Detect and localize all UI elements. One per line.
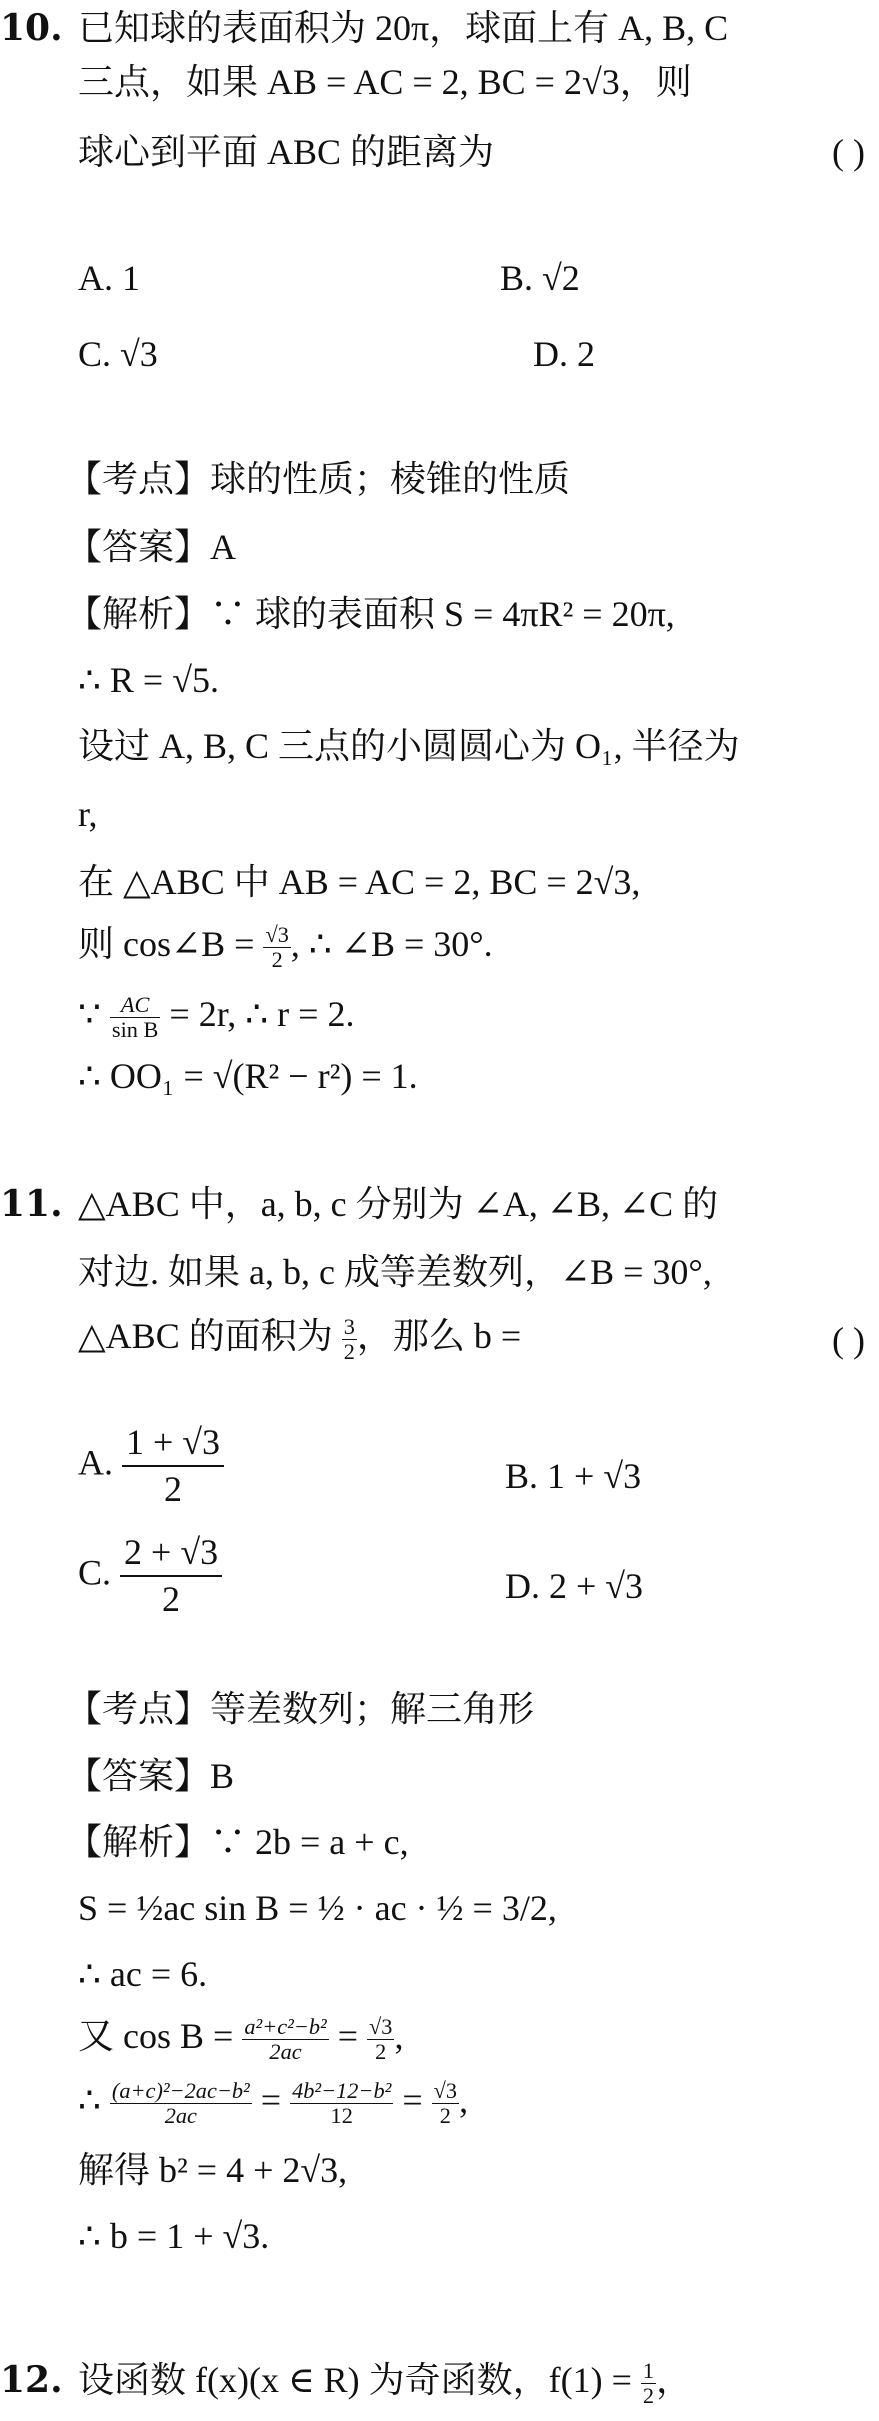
q10-number: 10.: [0, 7, 63, 49]
q11-step3: 又 cos B = $\frac{\text{a²+c²−b²}}{2ac}$ = $\frac{√3}{2}$ ,: [78, 2013, 404, 2065]
q11-step4: ∴ $\frac{\text{(a+c)²−2ac−b²}}{2ac}$ = $\frac{\text{4b²−12−b²}}{12}$ = $\frac{√3}{2}$ ,: [78, 2077, 469, 2129]
q11-step1: S = ½ac sin B = ½ · ac · ½ = 3/2,: [78, 1888, 557, 1928]
q11-option-c: C. $\frac{2 + √3}{2}$: [78, 1530, 222, 1622]
q10-step6: ∵ $\frac{AC}{\text{sin B}}$ = 2r, ∴ r = 2.: [78, 991, 355, 1043]
q11-step5: 解得 b² = 4 + 2√3,: [78, 2150, 348, 2190]
q11-kaodian: 【考点】等差数列；解三角形: [66, 1689, 535, 1729]
q10-step4: 在 △ABC 中 AB = AC = 2, BC = 2√3,: [78, 862, 641, 902]
q10-answer: 【答案】A: [66, 527, 236, 567]
q10-step2: 设过 A, B, C 三点的小圆圆心为 O₁, 半径为: [78, 726, 740, 766]
q11-step2: ∴ ac = 6.: [78, 1954, 208, 1994]
q10-option-a: A. 1: [78, 258, 140, 298]
q11-line3: △ABC 的面积为 $\frac{3}{2}$ ，那么 b =: [78, 1313, 522, 1365]
q10-option-b: B. √2: [500, 258, 580, 298]
q11-line1: 11. △ABC 中，a, b, c 分别为 ∠A, ∠B, ∠C 的: [0, 1180, 718, 1229]
q11-option-a: A. $\frac{1 + √3}{2}$: [78, 1420, 224, 1512]
q11-step6: ∴ b = 1 + √3.: [78, 2216, 270, 2256]
q11-answer: 【答案】B: [66, 1756, 235, 1796]
q10-step5-fraction: $\frac{√3}{2}$: [265, 921, 289, 973]
q10-answer-paren: ( ): [832, 132, 865, 172]
q10-line1: 10. 已知球的表面积为 20π，球面上有 A, B, C: [0, 4, 728, 53]
q11-number: 11.: [0, 1183, 63, 1225]
q10-step3: r,: [78, 794, 98, 834]
q10-step1: ∴ R = √5.: [78, 660, 219, 700]
q11-answer-paren: ( ): [832, 1320, 865, 1360]
q10-option-c: C. √3: [78, 334, 158, 374]
q10-jiexi: 【解析】∵ 球的表面积 S = 4πR² = 20π,: [66, 594, 675, 634]
q12-line1: 12. 设函数 f(x)(x ∈ R) 为奇函数，f(1) = $\frac{1}{2}$ ，: [0, 2357, 693, 2409]
q11-option-b: B. 1 + √3: [505, 1456, 642, 1496]
q10-kaodian: 【考点】球的性质；棱锥的性质: [66, 459, 571, 499]
q10-step6-fraction: $\frac{AC}{\text{sin B}}$: [111, 991, 159, 1043]
q10-option-d: D. 2: [533, 334, 595, 374]
q11-area-fraction: $\frac{3}{2}$: [343, 1313, 355, 1365]
q10-step5: 则 cos∠B = $\frac{√3}{2}$ , ∴ ∠B = 30°.: [78, 921, 493, 973]
q12-number: 12.: [0, 2359, 63, 2401]
q10-line2: 三点，如果 AB = AC = 2, BC = 2√3，则: [78, 62, 692, 102]
q10-step7: ∴ OO₁ = √(R² − r²) = 1.: [78, 1056, 418, 1096]
q11-jiexi: 【解析】∵ 2b = a + c,: [66, 1822, 409, 1862]
q11-line2: 对边. 如果 a, b, c 成等差数列，∠B = 30°,: [78, 1252, 712, 1292]
q11-option-d: D. 2 + √3: [505, 1566, 644, 1606]
q10-line3: 球心到平面 ABC 的距离为: [78, 132, 495, 172]
